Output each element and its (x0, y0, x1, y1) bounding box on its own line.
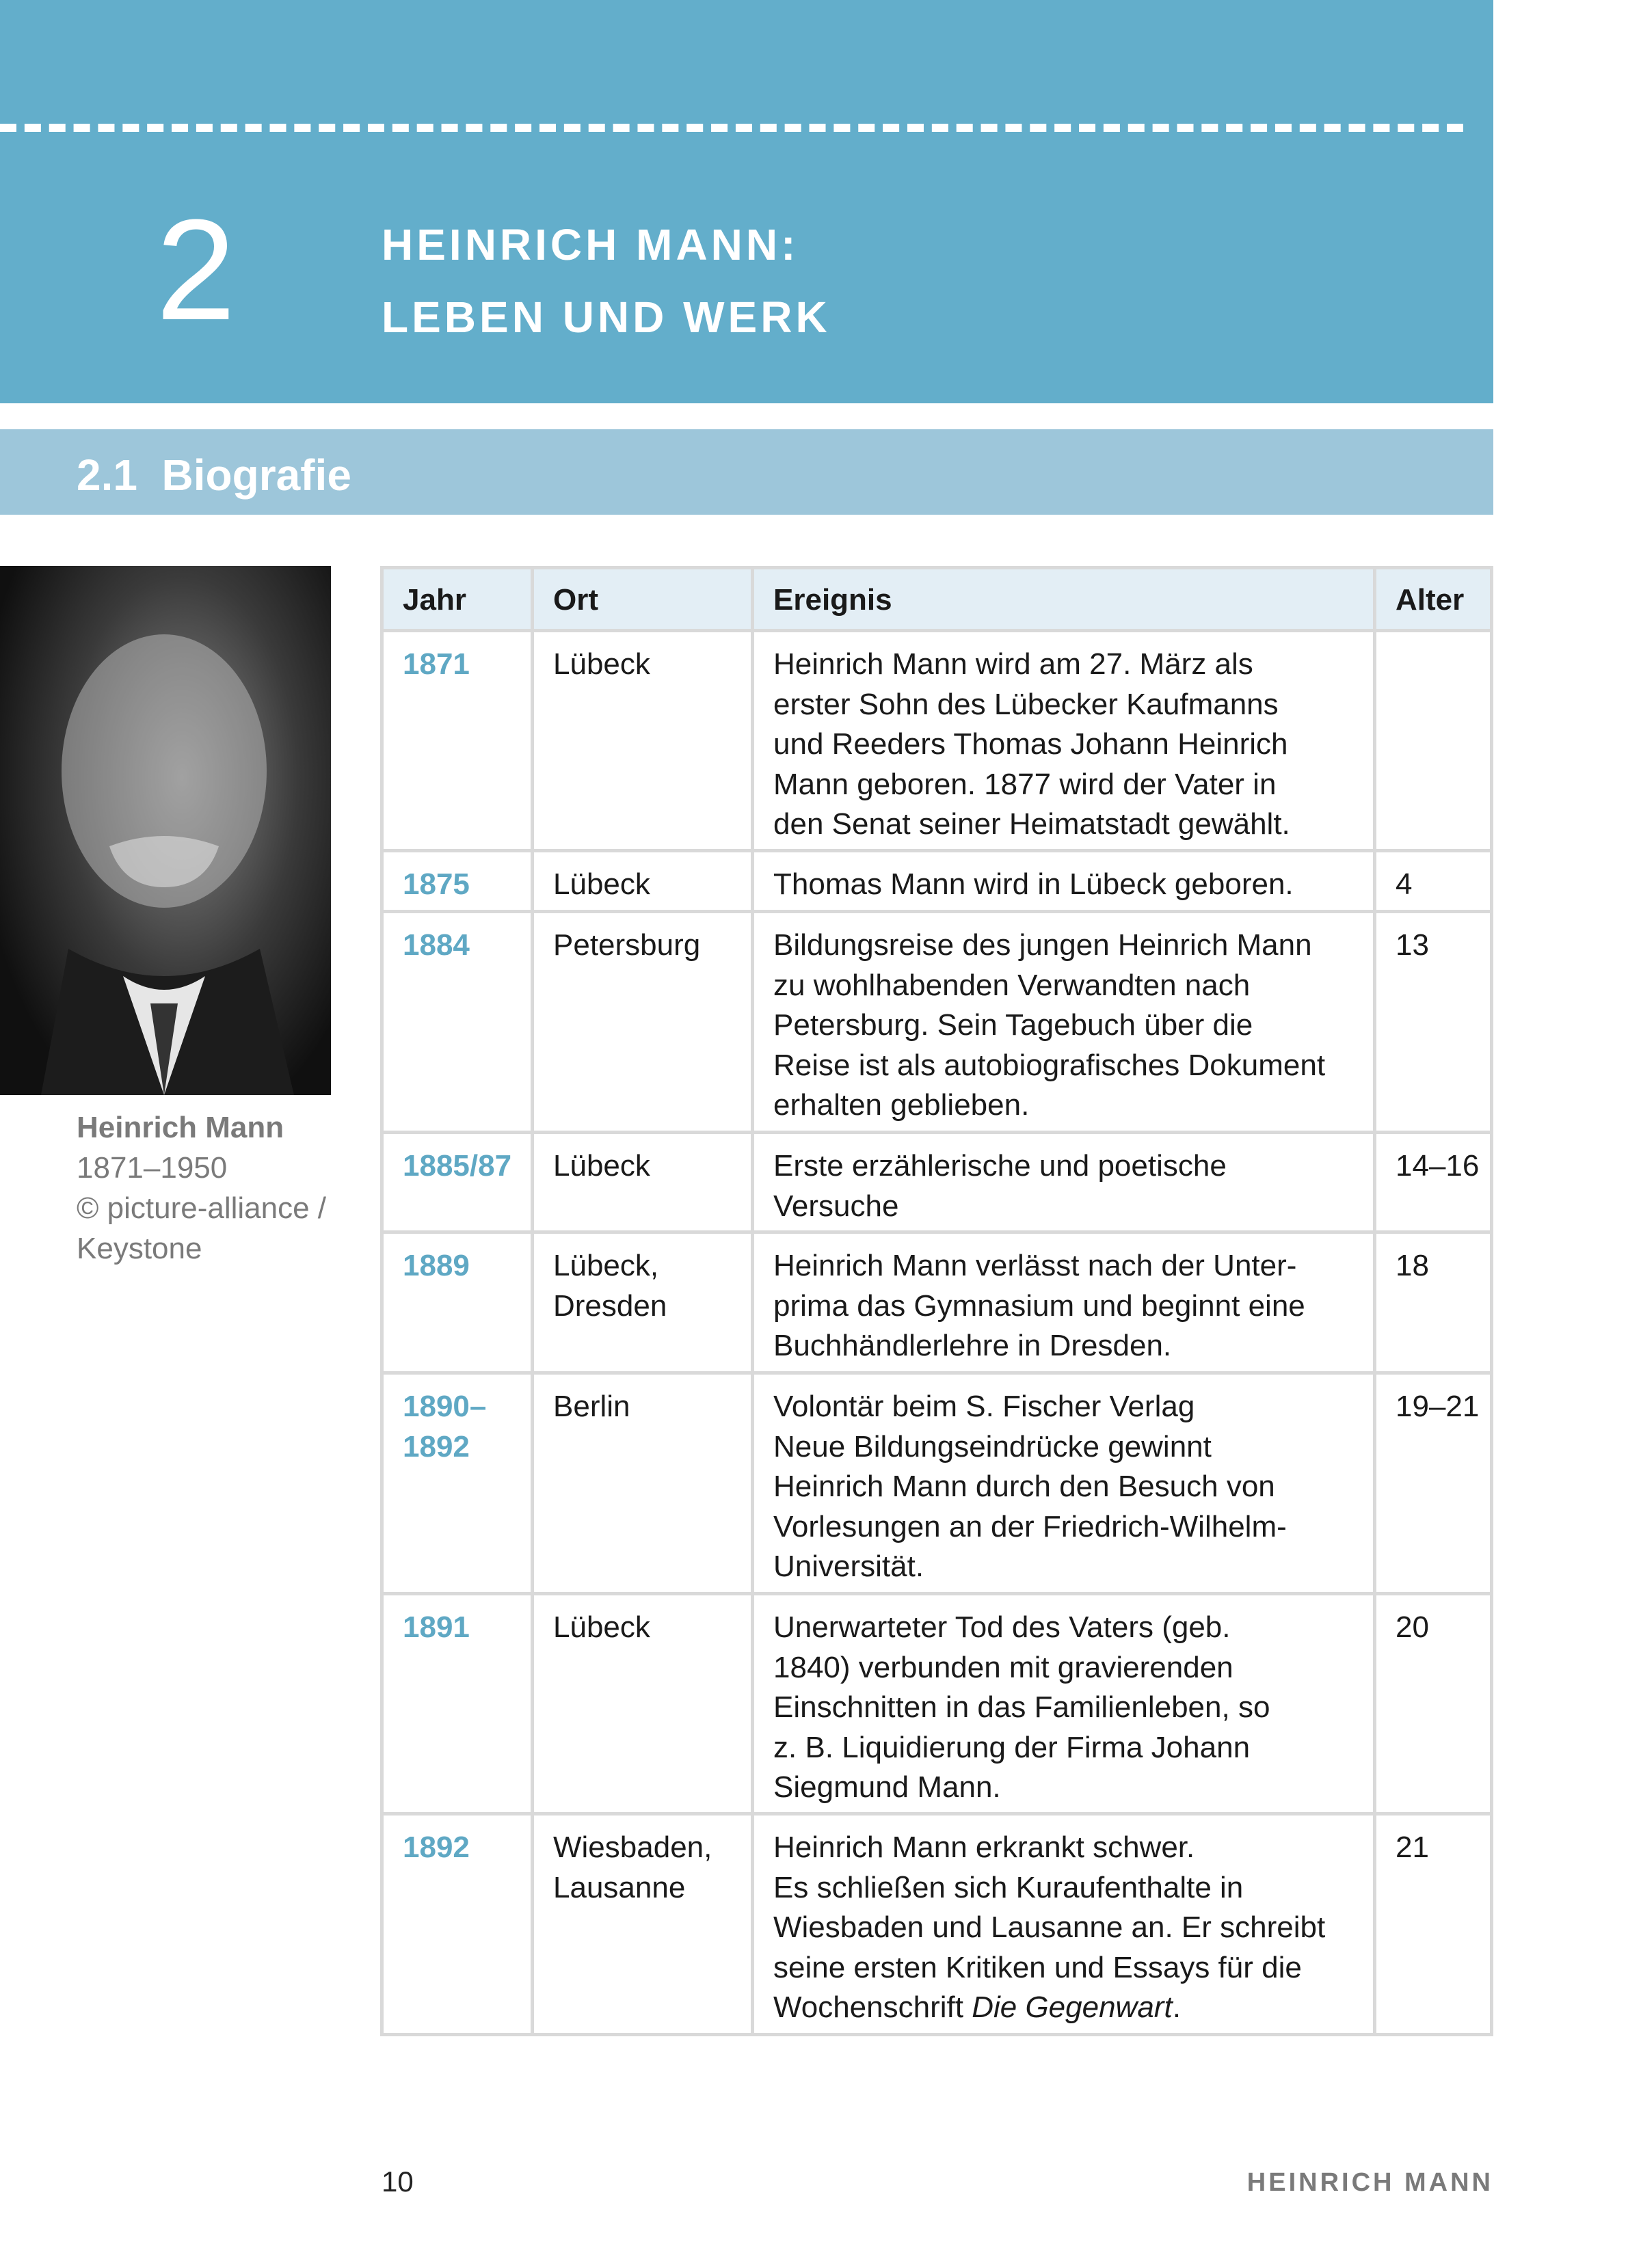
chapter-banner (0, 0, 1493, 403)
cell-event-line: Buchhändlerlehre in Dresden. (773, 1329, 1172, 1362)
cell-event-line: 1840) verbunden mit gravierenden (773, 1650, 1233, 1684)
table-row (384, 629, 1490, 849)
cell-year (384, 1134, 531, 1230)
cell-age: 21 (1373, 1815, 1490, 2033)
header-age: Alter (1373, 569, 1490, 629)
event-text: . (1172, 1990, 1181, 2024)
chapter-title-line-1: HEINRICH MANN: (382, 220, 799, 269)
cell-event-line: Einschnitten in das Familienleben, so (773, 1690, 1270, 1724)
cell-place-line: Lübeck (553, 647, 650, 681)
cell-event (751, 1815, 1373, 2033)
cell-event-line: Mann geboren. 1877 wird der Vater in (773, 767, 1277, 801)
cell-age: 18 (1373, 1234, 1490, 1371)
table-row (384, 1230, 1490, 1371)
header-place: Ort (531, 569, 751, 629)
cell-place-line: Lübeck (553, 867, 650, 901)
cell-place (531, 1375, 751, 1592)
cell-year (384, 1234, 531, 1371)
caption-credit-cont: Keystone (77, 1232, 202, 1265)
cell-place-line: Lübeck (553, 1610, 650, 1644)
cell-event-line: Volontär beim S. Fischer Verlag (773, 1390, 1195, 1423)
cell-place-line: Lausanne (553, 1870, 686, 1904)
cell-place (531, 913, 751, 1131)
cell-age: 20 (1373, 1595, 1490, 1812)
cell-year-line: 1875 (403, 867, 470, 901)
cell-event-line: Neue Bildungseindrücke gewinnt (773, 1429, 1212, 1463)
table-row (384, 1371, 1490, 1592)
chapter-number: 2 (156, 189, 236, 350)
publication-title: Die Gegenwart (972, 1990, 1173, 2024)
cell-place-line: Berlin (553, 1390, 630, 1423)
table-header-row (384, 569, 1490, 629)
cell-year (384, 1595, 531, 1812)
cell-event-line: Heinrich Mann durch den Besuch von (773, 1470, 1275, 1503)
cell-event-line: und Reeders Thomas Johann Heinrich (773, 727, 1288, 761)
table-row (384, 1131, 1490, 1230)
table-row (384, 910, 1490, 1131)
cell-event-line: Siegmund Mann. (773, 1770, 1001, 1804)
caption-dates: 1871–1950 (77, 1151, 228, 1185)
chapter-title (382, 208, 831, 353)
cell-event (751, 1595, 1373, 1812)
cell-age: 19–21 (1373, 1375, 1490, 1592)
cell-event (751, 852, 1373, 910)
cell-event-line: Thomas Mann wird in Lübeck geboren. (773, 867, 1294, 901)
cell-year-line: 1891 (403, 1610, 470, 1644)
cell-event-line: Wiesbaden und Lausanne an. Er schreibt (773, 1911, 1326, 1944)
caption-name: Heinrich Mann (77, 1111, 284, 1144)
page-number: 10 (382, 2165, 414, 2198)
cell-place (531, 632, 751, 849)
header-year: Jahr (403, 583, 466, 617)
cell-year (384, 852, 531, 910)
cell-place-line: Lübeck, (553, 1249, 659, 1282)
section-heading-bar (0, 429, 1493, 515)
caption-credit: © picture-alliance / (77, 1191, 327, 1225)
cell-event-line: erhalten geblieben. (773, 1088, 1030, 1122)
cell-event (751, 632, 1373, 849)
cell-event-line: Vorlesungen an der Friedrich-Wilhelm- (773, 1509, 1287, 1543)
chapter-title-line-2: LEBEN UND WERK (382, 293, 831, 342)
cell-event-line: Versuche (773, 1189, 899, 1223)
cell-event-line: Heinrich Mann erkrankt schwer. (773, 1831, 1195, 1864)
cell-place (531, 1234, 751, 1371)
cell-place (531, 1595, 751, 1812)
cell-event (751, 913, 1373, 1131)
cell-event-line (773, 1988, 1354, 2028)
cell-event-line: Heinrich Mann wird am 27. März als (773, 647, 1253, 681)
biography-table (380, 566, 1493, 2036)
cell-event-line: Erste erzählerische und poetische (773, 1149, 1227, 1183)
cell-year-line: 1890– (403, 1390, 487, 1423)
cell-event-line: Bildungsreise des jungen Heinrich Mann (773, 928, 1312, 962)
cell-event (751, 1375, 1373, 1592)
dashed-divider (0, 124, 1463, 132)
running-title: HEINRICH MANN (1246, 2168, 1493, 2197)
cell-year-line: 1871 (403, 647, 470, 681)
table-row (384, 1592, 1490, 1812)
cell-event-line: Petersburg. Sein Tagebuch über die (773, 1008, 1253, 1042)
cell-age: 14–16 (1373, 1134, 1490, 1230)
cell-age: 4 (1373, 852, 1490, 910)
event-text: Wochenschrift (773, 1990, 972, 2024)
section-title: 2.1 Biografie (77, 450, 351, 500)
cell-event-line: den Senat seiner Heimatstadt gewählt. (773, 807, 1290, 841)
cell-place-line: Wiesbaden, (553, 1831, 712, 1864)
cell-event-line: Unerwarteter Tod des Vaters (geb. (773, 1610, 1231, 1644)
cell-place (531, 1134, 751, 1230)
cell-year (384, 913, 531, 1131)
cell-event-line: Heinrich Mann verlässt nach der Unter- (773, 1249, 1297, 1282)
portrait-photo (0, 566, 331, 1095)
cell-event-line: Es schließen sich Kuraufenthalte in (773, 1870, 1244, 1904)
cell-year (384, 1815, 531, 2033)
table-row (384, 1812, 1490, 2033)
cell-year (384, 632, 531, 849)
cell-year-line: 1884 (403, 928, 470, 962)
cell-place (531, 1815, 751, 2033)
table-row (384, 849, 1490, 910)
cell-event-line: Universität. (773, 1550, 924, 1583)
cell-year-line: 1892 (403, 1429, 470, 1463)
cell-event-line: prima das Gymnasium und beginnt eine (773, 1288, 1305, 1323)
cell-event (751, 1234, 1373, 1371)
cell-place (531, 852, 751, 910)
cell-age (1373, 632, 1490, 849)
cell-place-line: Dresden (553, 1288, 667, 1323)
cell-place-line: Lübeck (553, 1149, 650, 1183)
cell-year-line: 1885/87 (403, 1149, 512, 1183)
cell-event (751, 1134, 1373, 1230)
cell-year (384, 1375, 531, 1592)
cell-year-line: 1889 (403, 1249, 470, 1282)
portrait-illustration (0, 566, 331, 1095)
cell-event-line: z. B. Liquidierung der Firma Johann (773, 1730, 1251, 1764)
cell-year-line: 1892 (403, 1831, 470, 1864)
cell-event-line: Reise ist als autobiografisches Dokument (773, 1048, 1326, 1082)
cell-event-line: erster Sohn des Lübecker Kaufmanns (773, 687, 1279, 721)
cell-event-line: seine ersten Kritiken und Essays für die (773, 1950, 1302, 1984)
cell-event-line: zu wohlhabenden Verwandten nach (773, 968, 1251, 1002)
photo-caption (77, 1107, 326, 1269)
header-event: Ereignis (751, 569, 1373, 629)
cell-age: 13 (1373, 913, 1490, 1131)
cell-place-line: Petersburg (553, 928, 701, 962)
